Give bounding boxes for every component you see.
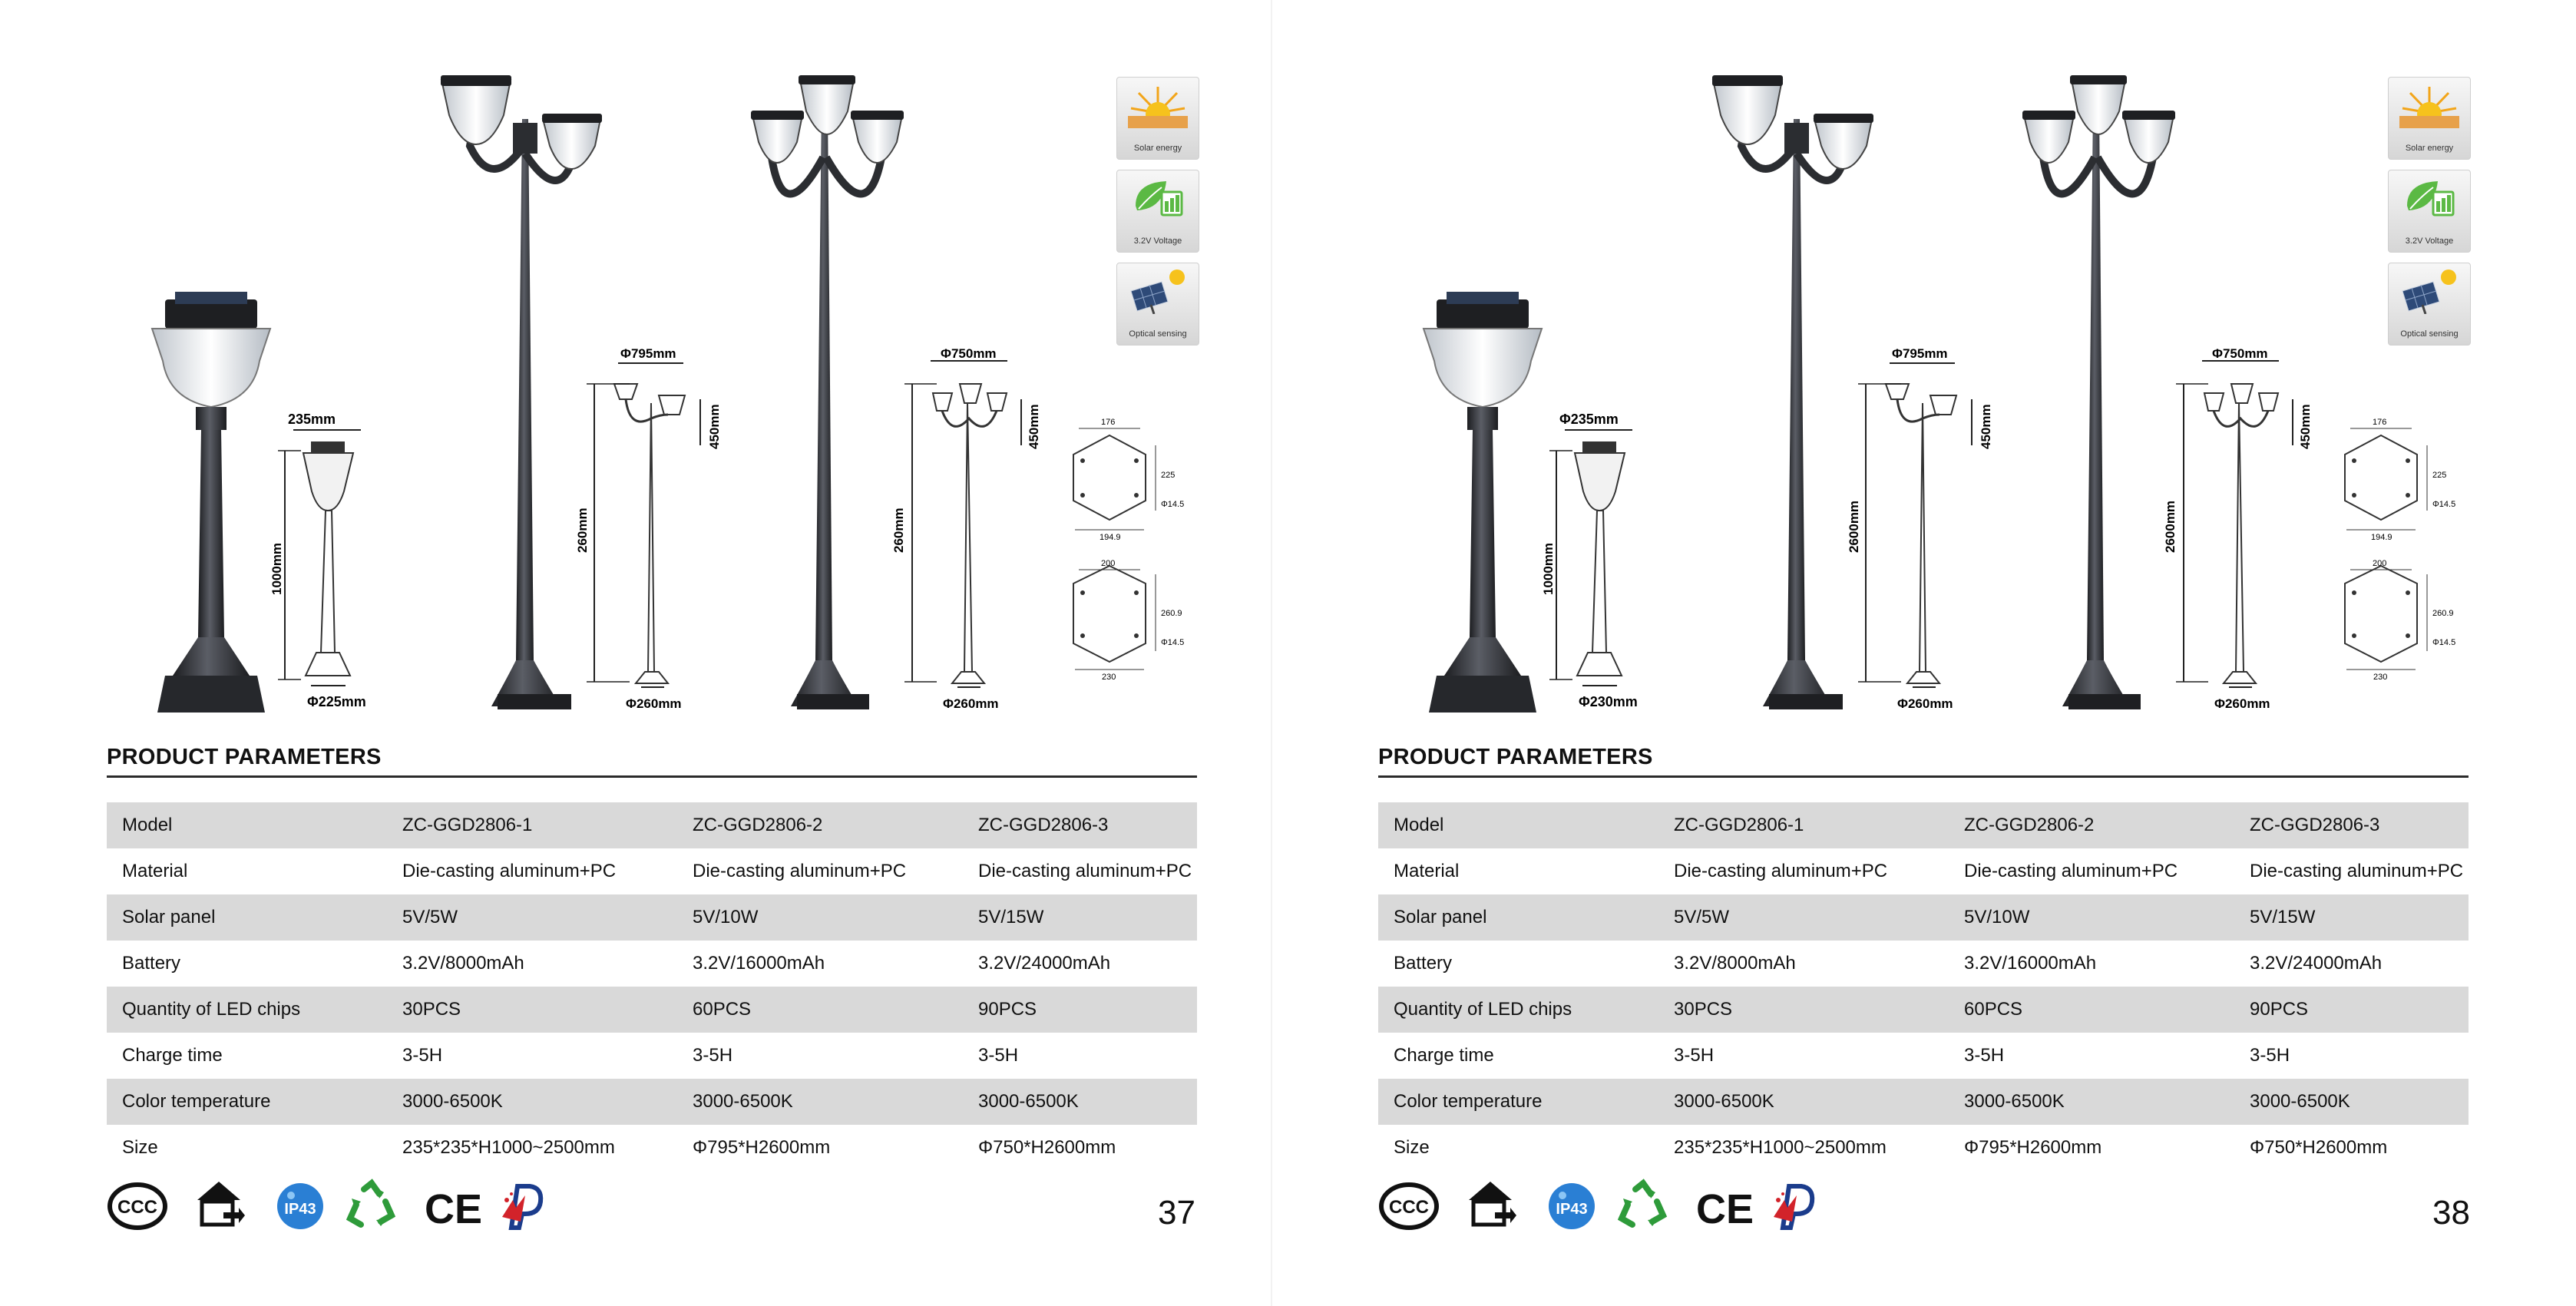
- param-value-cell: 3.2V/8000mAh: [402, 953, 524, 974]
- dim-triple-base: Φ260mm: [2214, 696, 2270, 711]
- battery-leaf-icon: [1128, 175, 1188, 221]
- section-title: PRODUCT PARAMETERS: [1378, 745, 1653, 769]
- param-value-cell: 3.2V/24000mAh: [978, 953, 1111, 974]
- param-value-cell: 5V/15W: [2234, 894, 2469, 941]
- dim-triple-height: 2600mm: [2163, 500, 2178, 553]
- param-value-cell: ZC-GGD2806-3: [2234, 802, 2469, 848]
- param-label-cell: Quantity of LED chips: [1378, 987, 1658, 1033]
- dim-double-base: Φ260mm: [626, 696, 682, 711]
- plate-top-d: 194.9: [1100, 533, 1121, 542]
- param-value-cell: ZC-GGD2806-3: [963, 802, 1197, 848]
- badge-voltage: [1116, 170, 1199, 253]
- param-label-cell: Charge time: [1394, 1045, 1494, 1066]
- plate-bottom-w: 200: [2373, 559, 2387, 568]
- badge-label: Optical sensing: [2400, 329, 2459, 339]
- param-value-cell: 90PCS: [963, 987, 1197, 1033]
- table-row: [1378, 941, 2469, 987]
- plate-bottom-h: 260.9: [2432, 609, 2454, 618]
- param-value-cell: 3000-6500K: [963, 1079, 1197, 1125]
- table-row: [107, 987, 1197, 1033]
- indoor-use-icon: [1464, 1177, 1518, 1238]
- dim-triple-width: Φ750mm: [2212, 346, 2268, 361]
- dim-double-head: 450mm: [1979, 404, 1993, 449]
- param-value-cell: 3000-6500K: [677, 1079, 963, 1125]
- param-label-cell: Model: [1378, 802, 1658, 848]
- plate-bottom-h: 260.9: [1161, 609, 1182, 618]
- base-plate-bottom-drawing: [1073, 559, 1184, 682]
- triple-head-lamp-photo: [2022, 75, 2175, 709]
- param-value-cell: 5V/15W: [963, 894, 1197, 941]
- double-head-dimension-drawing: [575, 346, 722, 711]
- param-value-cell: 90PCS: [2234, 987, 2469, 1033]
- table-row: [107, 848, 1197, 894]
- param-value-cell: 3000-6500K: [1949, 1079, 2234, 1125]
- param-value-cell: 5V/10W: [677, 894, 963, 941]
- triple-head-dimension-drawing: [2163, 346, 2313, 711]
- plate-top-d: 194.9: [2371, 533, 2392, 542]
- param-value-cell: 3000-6500K: [1658, 1079, 1949, 1125]
- table-row: [107, 894, 1197, 941]
- table-header-row: [1378, 802, 2469, 848]
- feature-badges: [2388, 77, 2472, 355]
- table-row: [1378, 1033, 2469, 1079]
- param-value-cell: Die-casting aluminum+PC: [978, 861, 1192, 881]
- plate-bottom-hole: Φ14.5: [2432, 638, 2456, 647]
- battery-leaf-icon: [2399, 175, 2459, 221]
- param-value-cell: Φ795*H2600mm: [693, 1137, 831, 1158]
- table-row: [107, 1033, 1197, 1079]
- param-value-cell: 5V/5W: [1658, 894, 1949, 941]
- dim-triple-width: Φ750mm: [941, 346, 997, 361]
- table-row: [107, 1125, 1197, 1171]
- dim-triple-head: 450mm: [1027, 404, 1041, 449]
- param-value-cell: 60PCS: [1949, 987, 2234, 1033]
- param-label-cell: Battery: [122, 953, 181, 974]
- param-value-cell: Die-casting aluminum+PC: [1674, 861, 1888, 881]
- parameters-table: [1378, 802, 2469, 1171]
- param-value-cell: 235*235*H1000~2500mm: [1674, 1137, 1887, 1158]
- badge-solar-energy: [1116, 77, 1199, 160]
- dim-single-height: 1000mm: [270, 542, 284, 595]
- table-row: [1378, 1125, 2469, 1171]
- dim-double-base: Φ260mm: [1897, 696, 1953, 711]
- single-head-lamp-photo: [1424, 292, 1542, 713]
- param-value-cell: 3.2V/16000mAh: [693, 953, 825, 974]
- badge-label: Solar energy: [1133, 144, 1182, 153]
- ip43-rating-icon: [1541, 1177, 1602, 1238]
- param-label-cell: Model: [107, 802, 387, 848]
- double-head-lamp-photo: [441, 75, 602, 709]
- ccc-mark-text: CCC: [117, 1197, 157, 1218]
- param-value-cell: Die-casting aluminum+PC: [693, 861, 907, 881]
- badge-solar-energy: [2388, 77, 2471, 160]
- plate-bottom-w: 200: [1101, 559, 1116, 568]
- double-head-lamp-photo: [1712, 75, 1873, 709]
- dim-triple-head: 450mm: [2298, 404, 2313, 449]
- param-value-cell: 3-5H: [402, 1045, 443, 1066]
- plate-top-h: 225: [1161, 471, 1176, 480]
- param-label-cell: Material: [1394, 861, 1460, 881]
- section-divider: [1378, 775, 2469, 778]
- table-row: [1378, 894, 2469, 941]
- param-label-cell: Solar panel: [1378, 894, 1658, 941]
- product-illustration: [1271, 0, 2543, 737]
- recycle-icon: [341, 1177, 402, 1238]
- table-header-row: [107, 802, 1197, 848]
- ccc-mark-text: CCC: [1389, 1197, 1429, 1218]
- page-number: 38: [2432, 1194, 2470, 1232]
- param-value-cell: 3-5H: [2250, 1045, 2290, 1066]
- dim-single-base: Φ230mm: [1579, 694, 1638, 709]
- plate-top-w: 176: [1101, 418, 1116, 427]
- param-label-cell: Charge time: [122, 1045, 223, 1066]
- ip-rating-text: IP43: [1556, 1201, 1588, 1218]
- ip43-rating-icon: [270, 1177, 331, 1238]
- dim-triple-height: 260mm: [891, 508, 906, 553]
- param-value-cell: Die-casting aluminum+PC: [1964, 861, 2178, 881]
- param-label-cell: Material: [122, 861, 188, 881]
- section-divider: [107, 775, 1197, 778]
- table-row: [107, 1079, 1197, 1125]
- param-value-cell: 5V/5W: [387, 894, 677, 941]
- table-row: [1378, 1079, 2469, 1125]
- param-label-cell: Size: [122, 1137, 158, 1158]
- ce-mark-text: CE: [425, 1186, 483, 1232]
- recycle-icon: [1612, 1177, 1674, 1238]
- catalog-page-left: [0, 0, 1271, 1306]
- page-spine: [1271, 0, 1272, 1306]
- ccc-mark-icon: [1378, 1177, 1440, 1238]
- sun-icon: [1128, 82, 1188, 128]
- param-label-cell: Quantity of LED chips: [107, 987, 387, 1033]
- sun-icon: [2399, 82, 2459, 128]
- param-value-cell: 3-5H: [693, 1045, 733, 1066]
- param-value-cell: 3000-6500K: [2234, 1079, 2469, 1125]
- dim-single-width: Φ235mm: [1559, 412, 1619, 427]
- ce-mark-icon: [422, 1177, 483, 1238]
- param-value-cell: 3.2V/24000mAh: [2250, 953, 2383, 974]
- ip-rating-text: IP43: [284, 1201, 316, 1218]
- dim-double-head: 450mm: [707, 404, 722, 449]
- base-plate-bottom-drawing: [2345, 559, 2455, 682]
- plate-top-w: 176: [2373, 418, 2387, 427]
- double-head-dimension-drawing: [1847, 346, 1993, 711]
- single-head-dimension-drawing: [1541, 412, 1638, 709]
- dim-double-height: 2600mm: [1847, 500, 1861, 553]
- param-value-cell: 30PCS: [1658, 987, 1949, 1033]
- param-label-cell: Battery: [1394, 953, 1453, 974]
- dim-single-width: 235mm: [288, 412, 336, 427]
- param-value-cell: 3000-6500K: [387, 1079, 677, 1125]
- section-title: PRODUCT PARAMETERS: [107, 745, 382, 769]
- param-label-cell: Color temperature: [1378, 1079, 1658, 1125]
- ce-mark-text: CE: [1696, 1186, 1754, 1232]
- param-value-cell: 3.2V/8000mAh: [1674, 953, 1796, 974]
- param-label-cell: Color temperature: [107, 1079, 387, 1125]
- feature-badges: [1116, 77, 1201, 355]
- solar-panel-icon: [1128, 268, 1188, 314]
- badge-label: Solar energy: [2405, 144, 2454, 153]
- certification-logos: [107, 1177, 644, 1238]
- catalog-page-right: [1271, 0, 2543, 1306]
- plate-top-h: 225: [2432, 471, 2447, 480]
- param-value-cell: Die-casting aluminum+PC: [2250, 861, 2464, 881]
- badge-voltage: [2388, 170, 2471, 253]
- param-value-cell: 5V/10W: [1949, 894, 2234, 941]
- dim-single-base: Φ225mm: [307, 694, 366, 709]
- plate-top-hole: Φ14.5: [1161, 500, 1185, 509]
- parameters-table: [107, 802, 1197, 1171]
- dim-double-height: 260mm: [575, 508, 590, 553]
- param-label-cell: Solar panel: [107, 894, 387, 941]
- plate-top-hole: Φ14.5: [2432, 500, 2456, 509]
- param-value-cell: ZC-GGD2806-1: [387, 802, 677, 848]
- ccc-mark-icon: [107, 1177, 168, 1238]
- plate-bottom-d: 230: [1102, 673, 1116, 682]
- product-illustration: [0, 0, 1271, 737]
- param-value-cell: 235*235*H1000~2500mm: [402, 1137, 615, 1158]
- param-value-cell: 3-5H: [1674, 1045, 1715, 1066]
- param-value-cell: 3-5H: [978, 1045, 1019, 1066]
- dim-triple-base: Φ260mm: [943, 696, 999, 711]
- table-row: [1378, 987, 2469, 1033]
- badge-label: 3.2V Voltage: [2405, 236, 2454, 246]
- single-head-dimension-drawing: [270, 412, 366, 709]
- param-value-cell: ZC-GGD2806-1: [1658, 802, 1949, 848]
- single-head-lamp-photo: [152, 292, 270, 713]
- param-value-cell: 3-5H: [1964, 1045, 2005, 1066]
- base-plate-top-drawing: [1073, 418, 1184, 542]
- brand-logo-icon: [1766, 1177, 1827, 1238]
- triple-head-dimension-drawing: [891, 346, 1041, 711]
- badge-optical-sensing: [2388, 263, 2471, 346]
- page-number: 37: [1158, 1194, 1195, 1232]
- param-value-cell: ZC-GGD2806-2: [677, 802, 963, 848]
- param-value-cell: Die-casting aluminum+PC: [402, 861, 617, 881]
- plate-bottom-hole: Φ14.5: [1161, 638, 1185, 647]
- dim-double-width: Φ795mm: [1892, 346, 1948, 361]
- dim-single-height: 1000mm: [1541, 542, 1556, 595]
- brand-logo-icon: [494, 1177, 556, 1238]
- badge-optical-sensing: [1116, 263, 1199, 346]
- param-value-cell: 60PCS: [677, 987, 963, 1033]
- param-value-cell: 3.2V/16000mAh: [1964, 953, 2097, 974]
- certification-logos: [1378, 1177, 1916, 1238]
- param-value-cell: Φ750*H2600mm: [2250, 1137, 2388, 1158]
- solar-panel-icon: [2399, 268, 2459, 314]
- indoor-use-icon: [193, 1177, 246, 1238]
- param-value-cell: 30PCS: [387, 987, 677, 1033]
- ce-mark-icon: [1693, 1177, 1754, 1238]
- plate-bottom-d: 230: [2373, 673, 2388, 682]
- base-plate-top-drawing: [2345, 418, 2455, 542]
- param-value-cell: ZC-GGD2806-2: [1949, 802, 2234, 848]
- table-row: [107, 941, 1197, 987]
- param-label-cell: Size: [1394, 1137, 1430, 1158]
- table-row: [1378, 848, 2469, 894]
- param-value-cell: Φ795*H2600mm: [1964, 1137, 2102, 1158]
- badge-label: 3.2V Voltage: [1133, 236, 1182, 246]
- badge-label: Optical sensing: [1129, 329, 1187, 339]
- triple-head-lamp-photo: [751, 75, 904, 709]
- dim-double-width: Φ795mm: [620, 346, 676, 361]
- param-value-cell: Φ750*H2600mm: [978, 1137, 1116, 1158]
